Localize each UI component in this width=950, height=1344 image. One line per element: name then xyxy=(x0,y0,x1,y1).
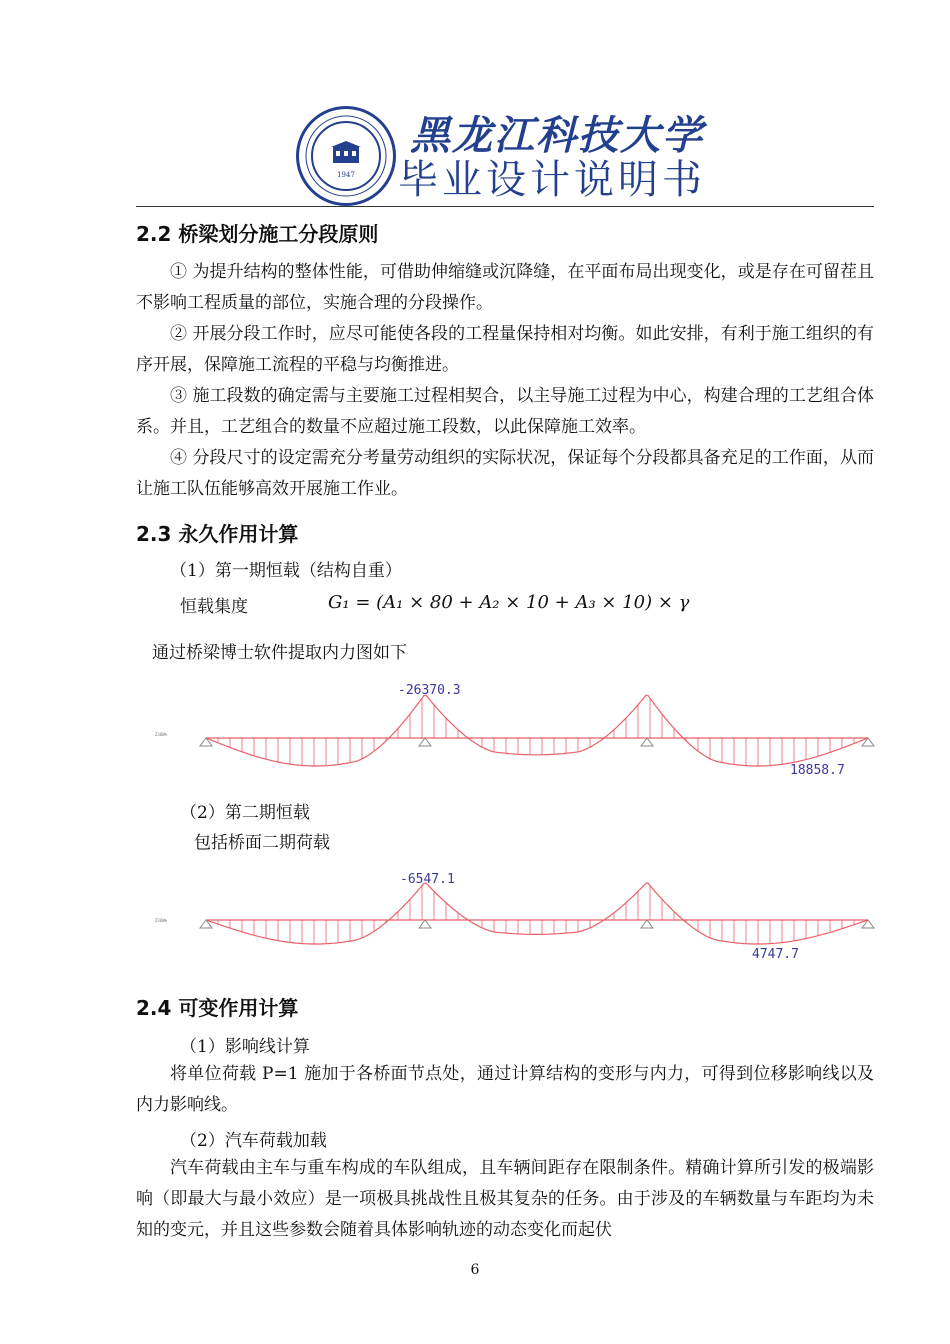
dead-load-formula: G₁ = (A₁ × 80 + A₂ × 10 + A₃ × 10) × γ xyxy=(328,592,690,613)
university-seal xyxy=(296,106,396,206)
dead-load-label: 恒载集度 xyxy=(180,597,248,617)
header-divider xyxy=(136,206,874,207)
dead-load-item-1: （1）第一期恒载（结构自重） xyxy=(170,561,402,581)
support-icon xyxy=(641,920,653,928)
university-name: 黑龙江科技大学 xyxy=(410,112,704,159)
diagram-1-moment-curve xyxy=(206,695,868,766)
diagram-2-min-label: -6547.1 xyxy=(400,872,455,887)
section-2-2-paragraph-1: ① 为提升结构的整体性能，可借助伸缩缝或沉降缝，在平面布局出现变化，或是存在可留茬且不影响工程质量的部位，实施合理的分段操作。 xyxy=(136,262,874,313)
diagram-1-max-label: 18858.7 xyxy=(790,763,845,778)
support-icon xyxy=(419,738,431,746)
seal-year: 1947 xyxy=(337,171,355,179)
live-load-item-1: （1）影响线计算 xyxy=(180,1037,310,1057)
diagram-2-axis-tag: Z36W% xyxy=(155,918,168,923)
support-icon xyxy=(419,920,431,928)
document-type-title: 毕业设计说明书 xyxy=(398,157,706,203)
support-icon xyxy=(641,738,653,746)
diagram-2-moment-fill xyxy=(206,886,866,944)
section-2-2-paragraph-2: ② 开展分段工作时，应尽可能使各段的工程量保持相对均衡。如此安排，有利于施工组织的有序开展，保障施工流程的平稳与均衡推进。 xyxy=(136,324,874,375)
influence-line-paragraph: 将单位荷载 P=1 施加于各桥面节点处，通过计算结构的变形与内力，可得到位移影响线以及内力影响线。 xyxy=(136,1064,874,1115)
live-load-item-2: （2）汽车荷载加载 xyxy=(180,1131,327,1151)
building-icon xyxy=(331,141,361,165)
diagram-1-moment-fill xyxy=(206,698,866,766)
diagram-1-supports xyxy=(200,738,874,746)
section-2-2-heading: 2.2 桥梁划分施工分段原则 xyxy=(136,222,379,246)
vehicle-load-paragraph: 汽车荷载由主车与重车构成的车队组成，且车辆间距存在限制条件。精确计算所引发的极端影响（即最大与最小效应）是一项极具挑战性且极其复杂的任务。由于涉及的车辆数量与车距均为未知的变元，并且这些参数会随着具体影响轨迹的动态变化而起伏 xyxy=(136,1158,874,1240)
section-2-2-paragraph-4: ④ 分段尺寸的设定需充分考量劳动组织的实际状况，保证每个分段都具备充足的工作面，从而让施工队伍能够高效开展施工作业。 xyxy=(136,448,874,499)
diagram-1-axis-tag: Z36W% xyxy=(155,732,168,737)
seal-inner xyxy=(311,121,381,191)
page-number: 6 xyxy=(470,1262,480,1278)
diagram-1-min-label: -26370.3 xyxy=(398,683,461,698)
internal-force-diagram-1 xyxy=(150,676,880,786)
diagram-2-max-label: 4747.7 xyxy=(752,947,799,962)
section-2-2-paragraph-3: ③ 施工段数的确定需与主要施工过程相契合，以主导施工过程为中心，构建合理的工艺组合体系。并且，工艺组合的数量不应超过施工段数，以此保障施工效率。 xyxy=(136,386,874,437)
internal-force-diagram-2 xyxy=(150,866,880,966)
diagram-2-moment-curve xyxy=(206,883,868,944)
diagram-2-supports xyxy=(200,920,874,928)
section-2-3-heading: 2.3 永久作用计算 xyxy=(136,522,299,546)
dead-load-item-2-desc: 包括桥面二期荷载 xyxy=(194,833,330,853)
section-2-4-heading: 2.4 可变作用计算 xyxy=(136,996,299,1020)
dead-load-item-2: （2）第二期恒载 xyxy=(180,803,310,823)
diagram-intro: 通过桥梁博士软件提取内力图如下 xyxy=(152,643,407,663)
